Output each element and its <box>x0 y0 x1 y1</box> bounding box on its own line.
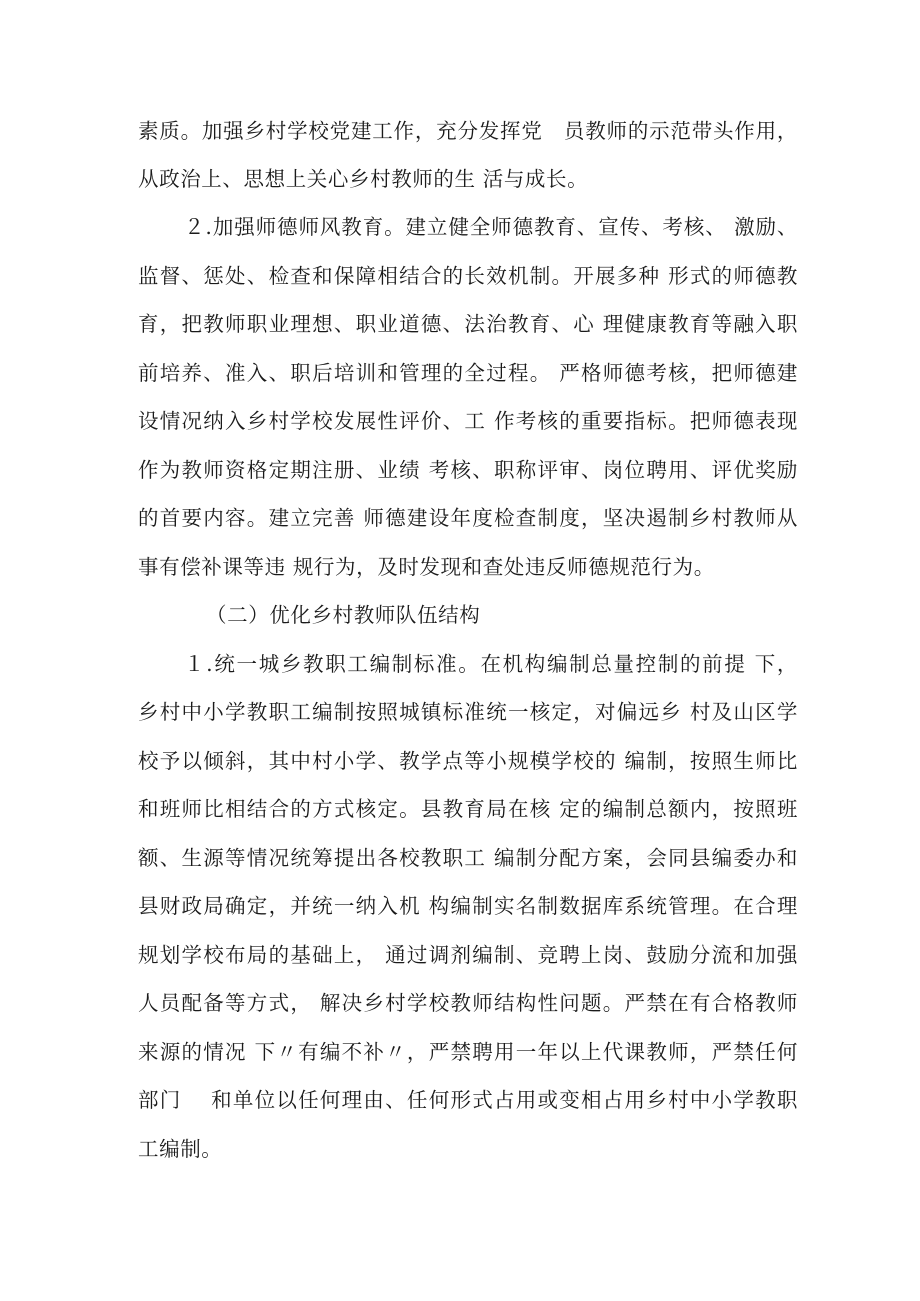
text-line: １.统一城乡教职工编制标准。在机构编制总量控制的前提 下， <box>184 652 798 676</box>
text-line: 校予以倾斜，其中村小学、教学点等小规模学校的 编制，按照生师比 <box>138 749 798 773</box>
text-line: 监督、惩处、检查和保障相结合的长效机制。开展多种 形式的师德教 <box>138 264 798 288</box>
text-line: 部门 和单位以任何理由、任何形式占用或变相占用乡村中小学教职 <box>138 1088 798 1112</box>
text-line: 乡村中小学教职工编制按照城镇标准统一核定，对偏远乡 村及山区学 <box>138 700 798 724</box>
text-line: 人员配备等方式， 解决乡村学校教师结构性问题。严禁在有合格教师 <box>138 991 798 1015</box>
text-line: 额、生源等情况统筹提出各校教职工 编制分配方案，会同县编委办和 <box>138 846 798 870</box>
text-line: 县财政局确定，并统一纳入机 构编制实名制数据库系统管理。在合理 <box>138 894 798 918</box>
text-line: 素质。加强乡村学校党建工作，充分发挥党 员教师的示范带头作用， <box>138 119 798 143</box>
text-line: 设情况纳入乡村学校发展性评价、工 作考核的重要指标。把师德表现 <box>138 409 798 433</box>
text-line: 从政治上、思想上关心乡村教师的生 活与成长。 <box>138 167 589 191</box>
text-line: 作为教师资格定期注册、业绩 考核、职称评审、岗位聘用、评优奖励 <box>138 458 798 482</box>
text-line: 事有偿补课等违 规行为，及时发现和查处违反师德规范行为。 <box>138 555 715 579</box>
text-line: 前培养、准入、职后培训和管理的全过程。 严格师德考核，把师德建 <box>138 361 798 385</box>
text-line: 工编制。 <box>138 1137 223 1161</box>
text-line: 规划学校布局的基础上， 通过调剂编制、竞聘上岗、鼓励分流和加强 <box>138 943 798 967</box>
text-line: 和班师比相结合的方式核定。县教育局在核 定的编制总额内，按照班 <box>138 797 798 821</box>
text-line: 来源的情况 下〃有编不补〃，严禁聘用一年以上代课教师，严禁任何 <box>138 1040 798 1064</box>
text-line: 的首要内容。建立完善 师德建设年度检查制度，坚决遏制乡村教师从 <box>138 506 798 530</box>
text-line: 育，把教师职业理想、职业道德、法治教育、心 理健康教育等融入职 <box>138 312 798 336</box>
text-line: ２.加强师德师风教育。建立健全师德教育、宣传、考核、 激励、 <box>184 215 798 239</box>
section-heading: （二）优化乡村教师队伍结构 <box>206 603 481 627</box>
